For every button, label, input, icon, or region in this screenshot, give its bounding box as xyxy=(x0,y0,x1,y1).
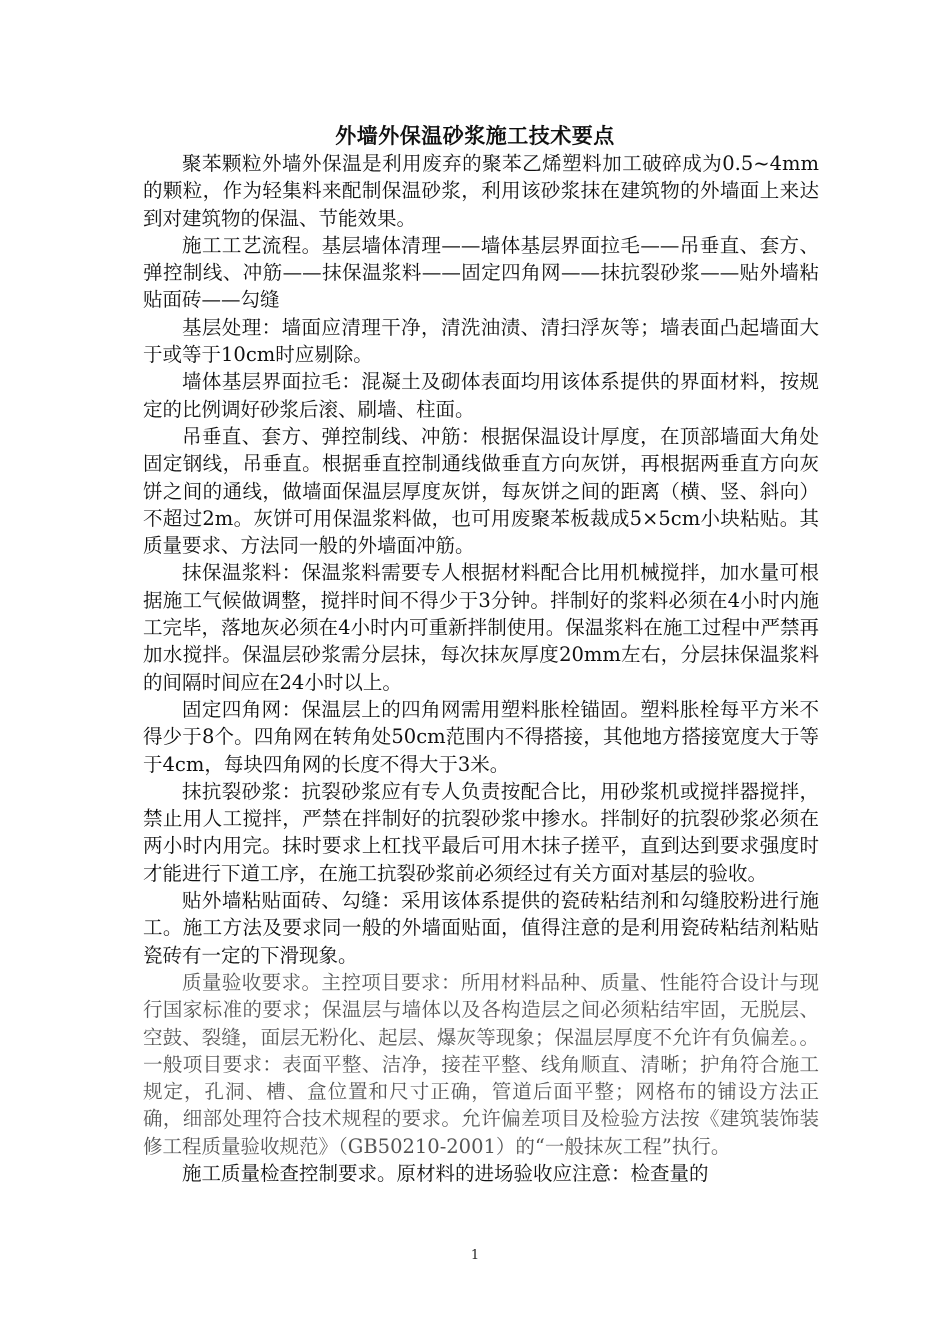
paragraph-base-treatment: 基层处理：墙面应清理干净，清洗油渍、清扫浮灰等；墙表面凸起墙面大于或等于10cm时应剔除。 xyxy=(143,315,819,367)
paragraph-anti-crack-mortar: 抹抗裂砂浆：抗裂砂浆应有专人负责按配合比，用砂浆机或搅拌器搅拌，禁止用人工搅拌，严禁在拌制好的抗裂砂浆中掺水。拌制好的抗裂砂浆必须在两小时内用完。抹时要求上杠找平最后可用木抹子搓平，直到达到要求强度时才能进行下道工序，在施工抗裂砂浆前必须经过有关方面对基层的验收。 xyxy=(143,779,819,885)
paragraph-tile-grouting: 贴外墙粘贴面砖、勾缝：采用该体系提供的瓷砖粘结剂和勾缝胶粉进行施工。施工方法及要求同一般的外墙面贴面，值得注意的是利用瓷砖粘结剂粘贴瓷砖有一定的下滑现象。 xyxy=(143,889,819,967)
document-body xyxy=(143,150,819,1187)
paragraph-insulation-mortar: 抹保温浆料：保温浆料需要专人根据材料配合比用机械搅拌，加水量可根据施工气候做调整，搅拌时间不得少于3分钟。拌制好的浆料必须在4小时内施工完毕，落地灰必须在4小时内可重新拌制使用。保温浆料在施工过程中严禁再加水搅拌。保温层砂浆需分层抹，每次抹灰厚度20mm左右，分层抹保温浆料的间隔时间应在24小时以上。 xyxy=(143,561,819,694)
paragraph-quality-control: 施工质量检查控制要求。原材料的进场验收应注意：检查量的 xyxy=(182,1161,709,1185)
paragraph-process-flow: 施工工艺流程。基层墙体清理——墙体基层界面拉毛——吊垂直、套方、弹控制线、冲筋——抹保温浆料——固定四角网——抹抗裂砂浆——贴外墙粘贴面砖——勾缝 xyxy=(143,233,819,312)
document-title: 外墙外保温砂浆施工技术要点 xyxy=(335,123,615,148)
paragraph-quality-acceptance: 质量验收要求。主控项目要求：所用材料品种、质量、性能符合设计与现行国家标准的要求；保温层与墙体以及各构造层之间必须粘结牢固，无脱层、空鼓、裂缝，面层无粉化、起层、爆灰等现象；保温层厚度不允许有负偏差。。一般项目要求：表面平整、洁净，接茬平整、线角顺直、清晰；护角符合施工规定，孔洞、槽、盒位置和尺寸正确，管道后面平整；网格布的铺设方法正确，细部处理符合技术规程的要求。允许偏差项目及检验方法按《建筑装饰装修工程质量验收规范》（GB50210-2001）的“一般抹灰工程”执行。 xyxy=(143,970,819,1158)
paragraph-interface-roughening: 墙体基层界面拉毛：混凝土及砌体表面均用该体系提供的界面材料，按规定的比例调好砂浆后滚、刷墙、柱面。 xyxy=(143,370,819,421)
paragraph-intro: 聚苯颗粒外墙外保温是利用废弃的聚苯乙烯塑料加工破碎成为0.5~4mm的颗粒，作为轻集料来配制保温砂浆，利用该砂浆抹在建筑物的外墙面上来达到对建筑物的保温、节能效果。 xyxy=(143,152,819,230)
page-number: 1 xyxy=(470,1248,480,1263)
paragraph-plumb-control: 吊垂直、套方、弹控制线、冲筋：根据保温设计厚度，在顶部墙面大角处固定钢线，吊垂直。根据垂直控制通线做垂直方向灰饼，再根据两垂直方向灰饼之间的通线，做墙面保温层厚度灰饼，每灰饼之间的距离（横、竖、斜向）不超过2m。灰饼可用保温浆料做，也可用废聚苯板裁成5×5cm小块粘贴。其质量要求、方法同一般的外墙面冲筋。 xyxy=(143,424,819,558)
paragraph-fix-mesh: 固定四角网：保温层上的四角网需用塑料胀栓锚固。塑料胀栓每平方米不得少于8个。四角网在转角处50cm范围内不得搭接，其他地方搭接宽度大于等于4cm，每块四角网的长度不得大于3米。 xyxy=(143,697,819,776)
